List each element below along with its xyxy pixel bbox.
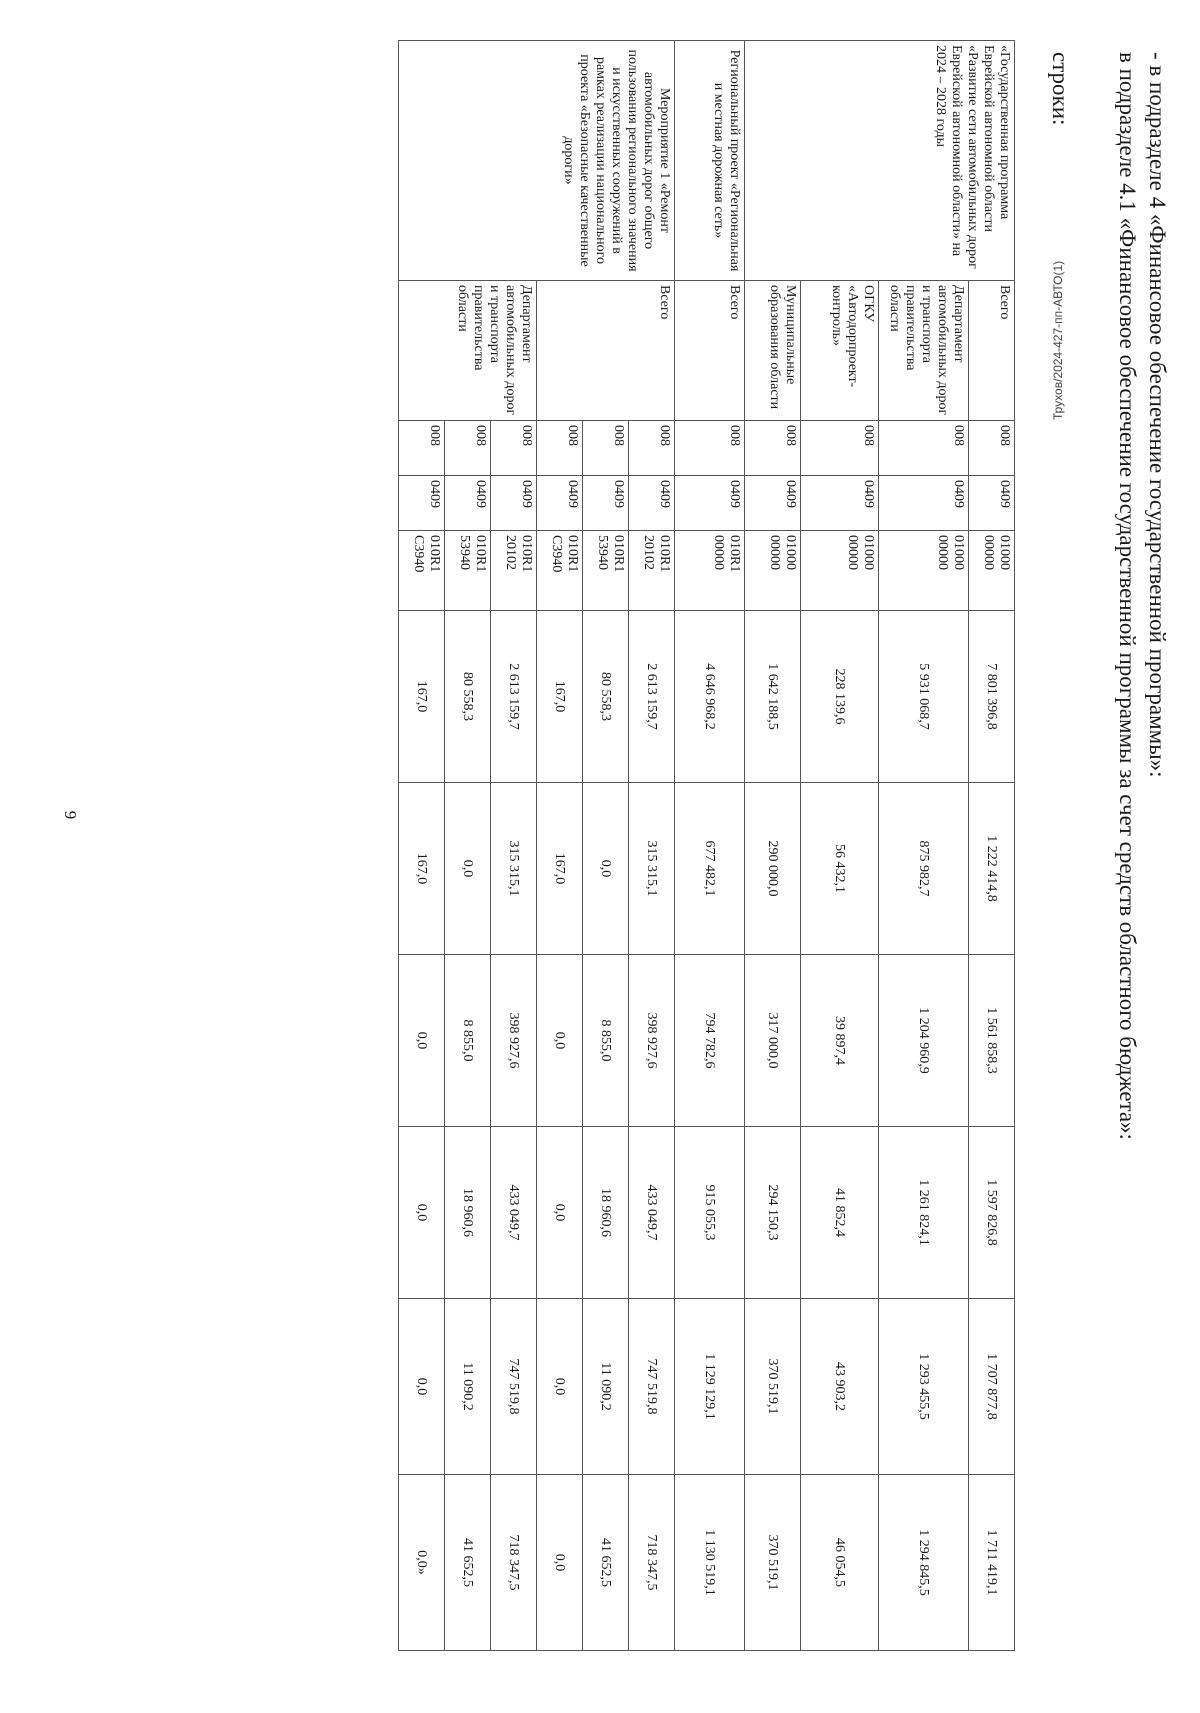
amount-cell: 2 613 159,7 xyxy=(491,611,537,783)
amount-cell: 8 855,0 xyxy=(583,955,629,1127)
program-name-cell: «Государственная программа Еврейской автономной области «Развитие сети автомобильных дорог Еврейской автономной области» на 2024 – 2028 годы xyxy=(745,41,1015,281)
amount-cell: 0,0» xyxy=(399,1475,445,1651)
grbs-code-cell: 008 xyxy=(629,421,675,476)
section-code-cell: 0409 xyxy=(491,476,537,531)
grbs-code-cell: 008 xyxy=(801,421,879,476)
target-article-cell: 010R1 53940 xyxy=(583,531,629,611)
amount-cell: 167,0 xyxy=(399,783,445,955)
amount-cell: 46 054,5 xyxy=(801,1475,879,1651)
amount-cell: 18 960,6 xyxy=(445,1127,491,1299)
executor-cell: Всего xyxy=(537,281,675,421)
amount-cell: 56 432,1 xyxy=(801,783,879,955)
amount-cell: 167,0 xyxy=(537,783,583,955)
amount-cell: 18 960,6 xyxy=(583,1127,629,1299)
section-code-cell: 0409 xyxy=(675,476,745,531)
target-article-cell: 01000 00000 xyxy=(879,531,969,611)
section-code-cell: 0409 xyxy=(745,476,801,531)
amount-cell: 8 855,0 xyxy=(445,955,491,1127)
target-article-cell: 010R1 20102 xyxy=(629,531,675,611)
amount-cell: 1 642 188,5 xyxy=(745,611,801,783)
executor-cell: ОГКУ «Автодорпроект-контроль» xyxy=(801,281,879,421)
amount-cell: 1 561 858,3 xyxy=(969,955,1015,1127)
page-number: 9 xyxy=(61,810,80,820)
target-article-cell: 01000 00000 xyxy=(745,531,801,611)
amount-cell: 41 652,5 xyxy=(583,1475,629,1651)
table-row xyxy=(969,41,1015,1651)
amount-cell: 875 982,7 xyxy=(879,783,969,955)
amount-cell: 1 130 519,1 xyxy=(675,1475,745,1651)
amount-cell: 43 903,2 xyxy=(801,1299,879,1475)
amount-cell: 167,0 xyxy=(399,611,445,783)
heading-rows: строки: xyxy=(1048,52,1073,126)
amount-cell: 0,0 xyxy=(399,1299,445,1475)
amount-cell: 370 519,1 xyxy=(745,1475,801,1651)
section-code-cell: 0409 xyxy=(583,476,629,531)
executor-cell: Всего xyxy=(969,281,1015,421)
section-code-cell: 0409 xyxy=(399,476,445,531)
section-code-cell: 0409 xyxy=(969,476,1015,531)
amount-cell: 2 613 159,7 xyxy=(629,611,675,783)
executor-cell: Департамент автомобильных дорог и транспорта правительства области xyxy=(399,281,537,421)
amount-cell: 39 897,4 xyxy=(801,955,879,1127)
amount-cell: 0,0 xyxy=(537,1127,583,1299)
executor-cell: Всего xyxy=(675,281,745,421)
grbs-code-cell: 008 xyxy=(399,421,445,476)
program-name-cell: Региональный проект «Региональная и местная дорожная сеть» xyxy=(675,41,745,281)
grbs-code-cell: 008 xyxy=(879,421,969,476)
amount-cell: 0,0 xyxy=(537,1299,583,1475)
amount-cell: 398 927,6 xyxy=(629,955,675,1127)
amount-cell: 1 597 826,8 xyxy=(969,1127,1015,1299)
amount-cell: 794 782,6 xyxy=(675,955,745,1127)
executor-cell: Департамент автомобильных дорог и транспорта правительства области xyxy=(879,281,969,421)
amount-cell: 80 558,3 xyxy=(445,611,491,783)
amount-cell: 0,0 xyxy=(583,783,629,955)
heading-section-4: - в подразделе 4 «Финансовое обеспечение государственной программы»: xyxy=(1145,52,1170,778)
document-id-footer: Трухов/2024-427-пп-АВТО(1) xyxy=(1051,260,1065,420)
section-code-cell: 0409 xyxy=(445,476,491,531)
grbs-code-cell: 008 xyxy=(583,421,629,476)
amount-cell: 747 519,8 xyxy=(491,1299,537,1475)
amount-cell: 1 222 414,8 xyxy=(969,783,1015,955)
section-code-cell: 0409 xyxy=(537,476,583,531)
target-article-cell: 01000 00000 xyxy=(969,531,1015,611)
target-article-cell: 010R1 С3940 xyxy=(399,531,445,611)
amount-cell: 5 931 068,7 xyxy=(879,611,969,783)
amount-cell: 0,0 xyxy=(399,1127,445,1299)
target-article-cell: 01000 00000 xyxy=(801,531,879,611)
amount-cell: 1 293 455,5 xyxy=(879,1299,969,1475)
amount-cell: 0,0 xyxy=(537,1475,583,1651)
amount-cell: 915 055,3 xyxy=(675,1127,745,1299)
amount-cell: 315 315,1 xyxy=(629,783,675,955)
amount-cell: 80 558,3 xyxy=(583,611,629,783)
grbs-code-cell: 008 xyxy=(969,421,1015,476)
amount-cell: 677 482,1 xyxy=(675,783,745,955)
target-article-cell: 010R1 53940 xyxy=(445,531,491,611)
amount-cell: 228 139,6 xyxy=(801,611,879,783)
amount-cell: 398 927,6 xyxy=(491,955,537,1127)
amount-cell: 718 347,5 xyxy=(491,1475,537,1651)
amount-cell: 4 646 968,2 xyxy=(675,611,745,783)
amount-cell: 11 090,2 xyxy=(583,1299,629,1475)
table-row xyxy=(491,41,537,1651)
amount-cell: 1 204 960,9 xyxy=(879,955,969,1127)
amount-cell: 433 049,7 xyxy=(491,1127,537,1299)
amount-cell: 0,0 xyxy=(445,783,491,955)
amount-cell: 290 000,0 xyxy=(745,783,801,955)
amount-cell: 1 129 129,1 xyxy=(675,1299,745,1475)
heading-section-4-1: в подразделе 4.1 «Финансовое обеспечение государственной программы за счет средств областного бюджета»: xyxy=(1115,52,1140,1140)
section-code-cell: 0409 xyxy=(879,476,969,531)
rotated-content xyxy=(140,40,1180,1660)
table-row xyxy=(801,41,879,1651)
amount-cell: 41 652,5 xyxy=(445,1475,491,1651)
amount-cell: 1 707 877,8 xyxy=(969,1299,1015,1475)
section-code-cell: 0409 xyxy=(629,476,675,531)
amount-cell: 1 261 824,1 xyxy=(879,1127,969,1299)
amount-cell: 718 347,5 xyxy=(629,1475,675,1651)
amount-cell: 11 090,2 xyxy=(445,1299,491,1475)
table-row xyxy=(879,41,969,1651)
executor-cell: Муниципальные образования области xyxy=(745,281,801,421)
amount-cell: 1 294 845,5 xyxy=(879,1475,969,1651)
amount-cell: 1 711 419,1 xyxy=(969,1475,1015,1651)
amount-cell: 41 852,4 xyxy=(801,1127,879,1299)
amount-cell: 0,0 xyxy=(537,955,583,1127)
amount-cell: 317 000,0 xyxy=(745,955,801,1127)
amount-cell: 7 801 396,8 xyxy=(969,611,1015,783)
table-row xyxy=(745,41,801,1651)
grbs-code-cell: 008 xyxy=(537,421,583,476)
grbs-code-cell: 008 xyxy=(675,421,745,476)
table-row xyxy=(675,41,745,1651)
grbs-code-cell: 008 xyxy=(745,421,801,476)
amount-cell: 433 049,7 xyxy=(629,1127,675,1299)
section-code-cell: 0409 xyxy=(801,476,879,531)
grbs-code-cell: 008 xyxy=(445,421,491,476)
target-article-cell: 010R1 20102 xyxy=(491,531,537,611)
budget-table xyxy=(398,40,1015,1651)
amount-cell: 0,0 xyxy=(399,955,445,1127)
target-article-cell: 010R1 00000 xyxy=(675,531,745,611)
amount-cell: 315 315,1 xyxy=(491,783,537,955)
grbs-code-cell: 008 xyxy=(491,421,537,476)
amount-cell: 370 519,1 xyxy=(745,1299,801,1475)
program-name-cell: Мероприятие 1 «Ремонт автомобильных дорог общего пользования регионального значения и искусственных сооружений в рамках реализации национального проекта «Безопасные качественные дороги» xyxy=(399,41,675,281)
amount-cell: 294 150,3 xyxy=(745,1127,801,1299)
amount-cell: 167,0 xyxy=(537,611,583,783)
table-row xyxy=(629,41,675,1651)
amount-cell: 747 519,8 xyxy=(629,1299,675,1475)
target-article-cell: 010R1 С3940 xyxy=(537,531,583,611)
